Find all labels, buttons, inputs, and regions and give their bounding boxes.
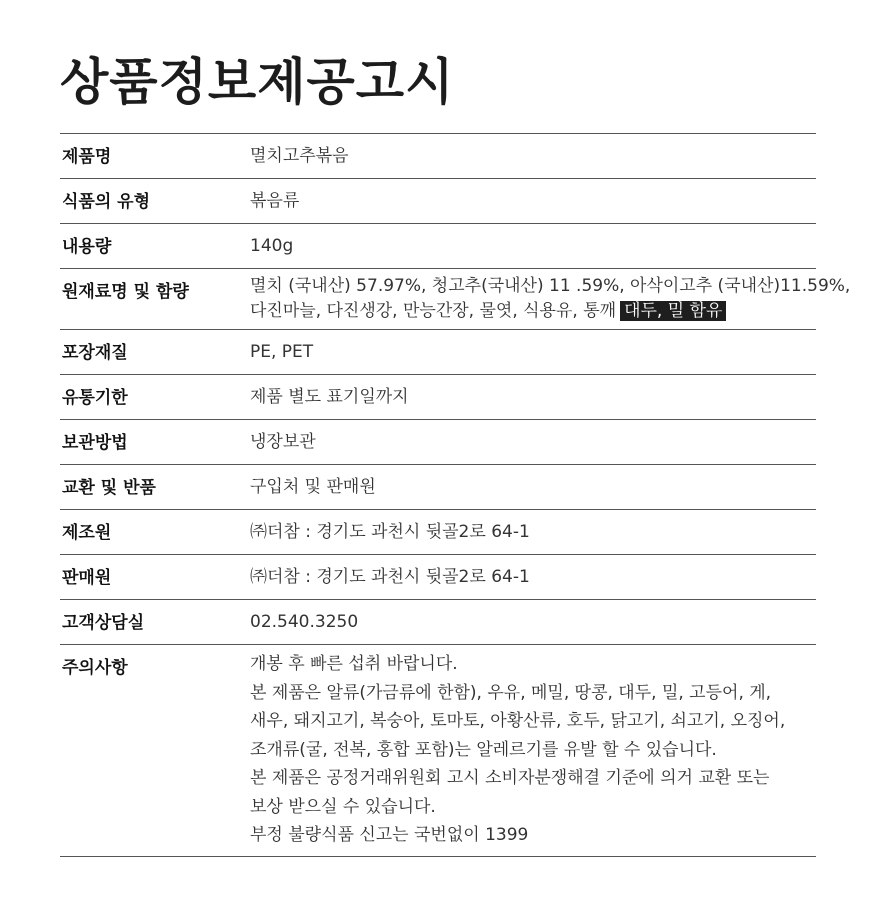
row-storage (60, 420, 816, 465)
allergen-badge: 대두, 밀 함유 (620, 301, 726, 321)
row-exchange (60, 465, 816, 510)
row-expiry (60, 375, 816, 420)
row-value (250, 269, 850, 329)
precaution-line: 새우, 돼지고기, 복숭아, 토마토, 아황산류, 호두, 닭고기, 쇠고기, 오징어, (250, 711, 786, 731)
row-food-type (60, 179, 816, 224)
precaution-line: 개봉 후 빠른 섭취 바랍니다. (250, 654, 458, 674)
ingredients-line: 멸치 (국내산) 57.97%, 청고추(국내산) 11 .59%, 아삭이고추 (국내산)11.59%, (250, 276, 851, 296)
row-label: 주의사항 (62, 658, 128, 678)
row-value: 02.540.3250 (250, 612, 359, 632)
row-ingredients (60, 269, 851, 330)
row-packaging (60, 330, 816, 375)
ingredients-line: 다진마늘, 다진생강, 만능간장, 물엿, 식용유, 통깨 (250, 301, 617, 321)
row-value: 볶음류 (250, 191, 300, 211)
row-net-weight (60, 224, 816, 269)
row-value: 구입처 및 판매원 (250, 477, 376, 497)
row-precautions (60, 645, 816, 857)
row-product-name (60, 134, 816, 179)
row-value: 냉장보관 (250, 432, 316, 452)
row-value: PE, PET (250, 342, 314, 362)
row-value: 140g (250, 236, 294, 256)
page-title: 상품정보제공고시 (60, 52, 455, 111)
ingredients-line-with-allergen (250, 299, 850, 324)
precaution-line: 조개류(굴, 전복, 홍합 포함)는 알레르기를 유발 할 수 있습니다. (250, 739, 717, 760)
product-info-table (60, 133, 851, 857)
precaution-line: 본 제품은 알류(가금류에 한함), 우유, 메밀, 땅콩, 대두, 밀, 고등어, 게, (250, 682, 772, 703)
row-label: 제조원 (62, 523, 112, 543)
row-value: ㈜더참 : 경기도 과천시 뒷골2로 64-1 (250, 522, 530, 542)
row-label: 원재료명 및 함량 (62, 282, 189, 302)
row-value: ㈜더참 : 경기도 과천시 뒷골2로 64-1 (250, 567, 530, 587)
row-label: 식품의 유형 (62, 192, 151, 212)
row-label: 교환 및 반품 (62, 478, 156, 498)
row-customer-service (60, 600, 816, 645)
row-value (250, 645, 816, 856)
precaution-line: 보상 받으실 수 있습니다. (250, 796, 436, 817)
row-value: 제품 별도 표기일까지 (250, 387, 409, 407)
row-value: 멸치고추볶음 (250, 146, 349, 166)
row-label: 보관방법 (62, 433, 128, 453)
row-seller (60, 555, 816, 600)
precaution-line: 부정 불량식품 신고는 국번없이 1399 (250, 825, 529, 845)
row-label: 제품명 (62, 147, 112, 167)
row-label: 고객상담실 (62, 613, 145, 633)
row-label: 유통기한 (62, 388, 128, 408)
precaution-line: 본 제품은 공정거래위원회 고시 소비자분쟁해결 기준에 의거 교환 또는 (250, 768, 770, 788)
row-label: 포장재질 (62, 343, 128, 363)
row-label: 내용량 (62, 237, 112, 257)
row-label: 판매원 (62, 568, 112, 588)
row-manufacturer (60, 510, 816, 555)
